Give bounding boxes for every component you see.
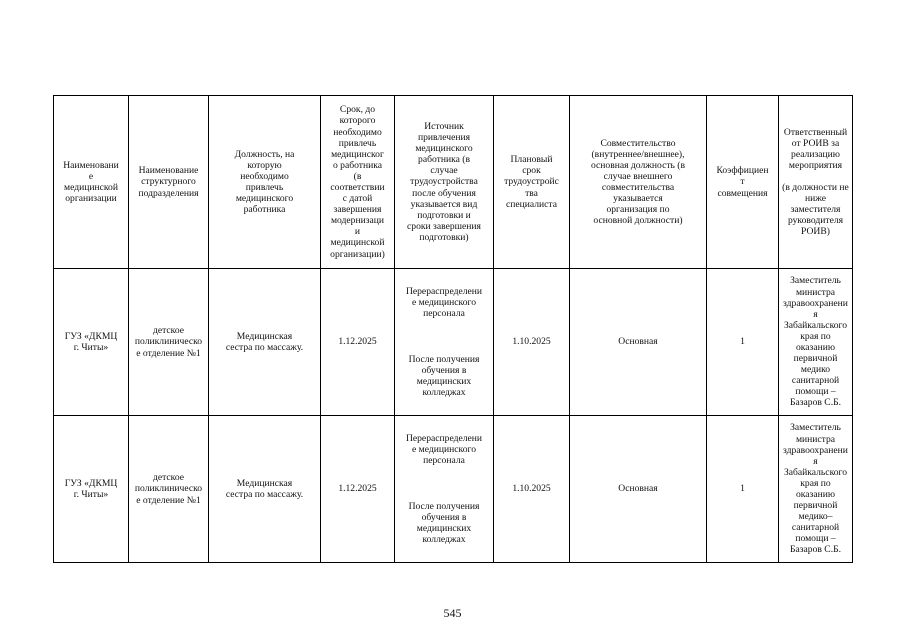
header-combination: Совместительство (внутреннее/внешнее), основная должность (в случае внешнего совместительства указывается организация по основной должности): [570, 96, 707, 269]
cell-position: Медицинская сестра по массажу.: [209, 416, 321, 563]
cell-deadline: 1.12.2025: [321, 269, 395, 416]
cell-source-redistribution: Перераспределени е медицинского персонала: [405, 285, 483, 319]
header-coefficient: Коэффициен т совмещения: [707, 96, 779, 269]
header-org: Наименовани е медицинской организации: [54, 96, 129, 269]
header-position: Должность, на которую необходимо привлечь медицинского работника: [209, 96, 321, 269]
cell-combination: Основная: [570, 269, 707, 416]
cell-source-training: После получения обучения в медицинских колледжах: [408, 353, 480, 399]
header-source: Источник привлечения медицинского работника (в случае трудоустройства после обучения указывается вид подготовки и сроки завершения подготовки): [395, 96, 494, 269]
cell-unit: детское поликлиническо е отделение №1: [129, 269, 209, 416]
cell-source-training: После получения обучения в медицинских колледжах: [408, 500, 480, 546]
table-row: [54, 269, 853, 416]
cell-org: ГУЗ «ДКМЦ г. Читы»: [54, 416, 129, 563]
cell-source-redistribution: Перераспределени е медицинского персонала: [405, 432, 483, 466]
cell-combination: Основная: [570, 416, 707, 563]
header-responsible-note: (в должности не ниже заместителя руководителя РОИВ): [782, 181, 849, 238]
header-responsible: [779, 96, 853, 269]
header-planned-date: Плановый срок трудоустройс тва специалиста: [494, 96, 570, 269]
cell-coefficient: 1: [707, 269, 779, 416]
cell-planned-date: 1.10.2025: [494, 416, 570, 563]
staffing-table: [53, 95, 853, 563]
page-number: 545: [443, 606, 462, 620]
cell-coefficient: 1: [707, 416, 779, 563]
table-row: [54, 416, 853, 563]
cell-org: ГУЗ «ДКМЦ г. Читы»: [54, 269, 129, 416]
cell-deadline: 1.12.2025: [321, 416, 395, 563]
cell-unit: детское поликлиническо е отделение №1: [129, 416, 209, 563]
header-responsible-title: Ответственный от РОИВ за реализацию мероприятия: [783, 126, 848, 171]
cell-responsible: Заместитель министра здравоохранени я Забайкальского края по оказанию первичной медико– санитарной помощи – Базаров С.Б.: [779, 416, 853, 563]
cell-planned-date: 1.10.2025: [494, 269, 570, 416]
table-header-row: [54, 96, 853, 269]
cell-position: Медицинская сестра по массажу.: [209, 269, 321, 416]
cell-source: [395, 269, 494, 416]
cell-responsible: Заместитель министра здравоохранени я Забайкальского края по оказанию первичной медико санитарной помощи – Базаров С.Б.: [779, 269, 853, 416]
cell-source: [395, 416, 494, 563]
header-unit: Наименование структурного подразделения: [129, 96, 209, 269]
header-deadline: Срок, до которого необходимо привлечь медицинског о работника (в соответствии с датой завершения модернизаци и медицинской организации): [321, 96, 395, 269]
